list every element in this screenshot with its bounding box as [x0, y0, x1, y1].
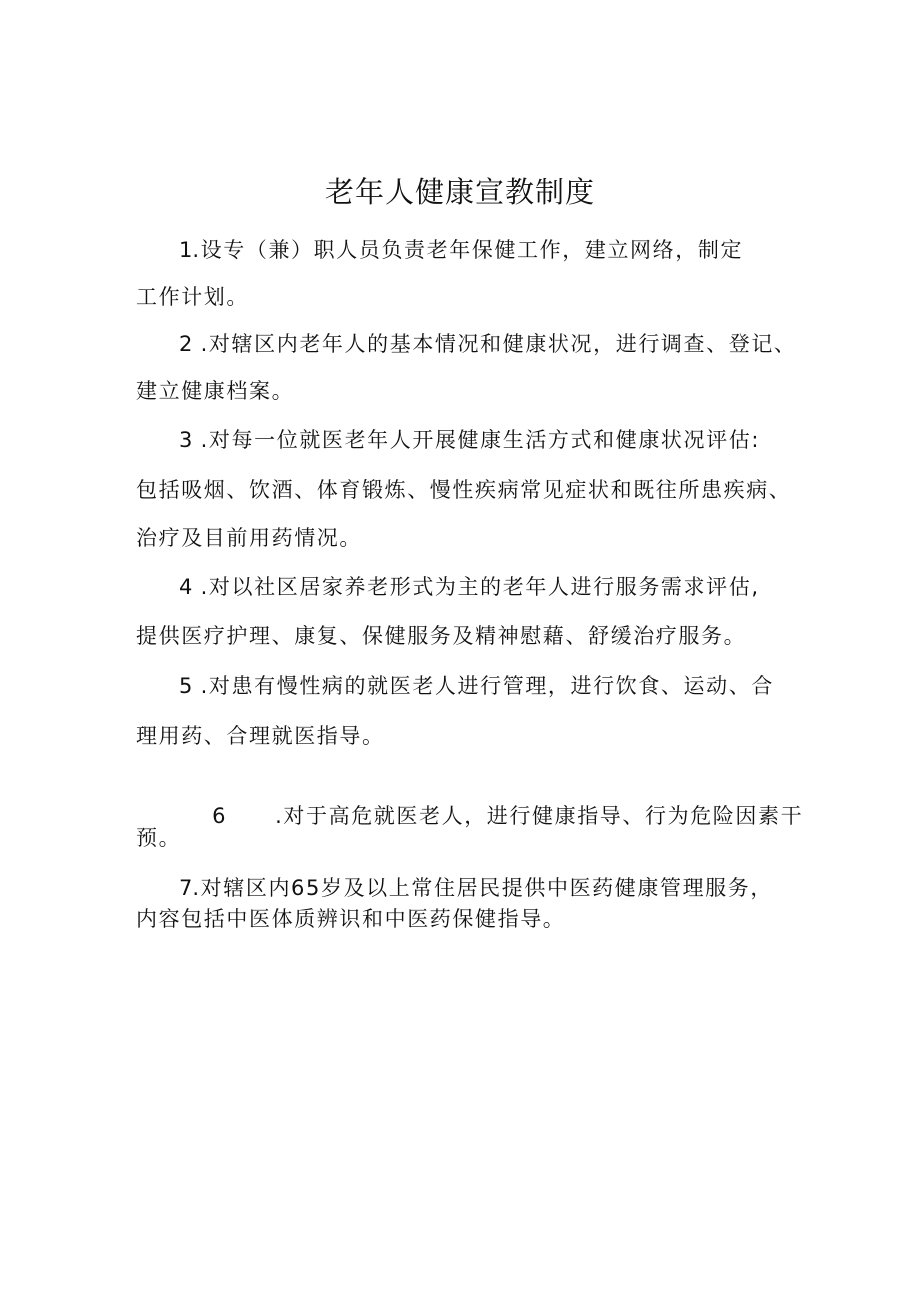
- item-3-line-1: [179, 424, 760, 456]
- item-number: 6: [212, 804, 226, 828]
- item-text: .对患有慢性病的就医老人进行管理，进行饮食、运动、合: [192, 674, 774, 698]
- item-7-line-2: 内容包括中医体质辨识和中医药保健指导。: [136, 907, 566, 931]
- item-4-line-1: [179, 571, 760, 603]
- item-1-line-2: 工作计划。: [136, 285, 249, 309]
- item-text: .设专（兼）职人员负责老年保健工作，建立网络，制定: [192, 238, 744, 262]
- item-6-line-2: 预。: [136, 826, 182, 850]
- item-number: 7: [179, 876, 193, 900]
- item-text: .对每一位就医老年人开展健康生活方式和健康状况评估:: [192, 428, 760, 452]
- item-number: 3: [179, 428, 193, 452]
- item-5-line-1: [179, 670, 774, 702]
- item-5-line-2: 理用药、合理就医指导。: [136, 724, 385, 748]
- item-number: 4: [179, 575, 193, 599]
- item-7-line-1: [179, 872, 773, 904]
- item-number: 2: [179, 332, 193, 356]
- item-text: .对以社区居家养老形式为主的老年人进行服务需求评估,: [192, 575, 760, 599]
- item-text: .对于高危就医老人，进行健康指导、行为危险因素干: [225, 804, 804, 828]
- item-text: .对辖区内65岁及以上常住居民提供中医药健康管理服务，: [192, 876, 773, 900]
- item-4-line-2: 提供医疗护理、康复、保健服务及精神慰藉、舒缓治疗服务。: [136, 624, 747, 648]
- item-number: 1: [179, 238, 193, 262]
- item-3-line-2: 包括吸烟、饮酒、体育锻炼、慢性疾病常见症状和既往所患疾病、: [136, 478, 792, 502]
- item-text: .对辖区内老年人的基本情况和健康状况，进行调查、登记、: [192, 332, 797, 356]
- document-title: 老年人健康宣教制度: [324, 175, 595, 209]
- item-2-line-2: 建立健康档案。: [136, 379, 295, 403]
- item-6-line-1: [179, 768, 803, 864]
- item-1-line-1: [179, 234, 743, 266]
- item-3-line-3: 治疗及目前用药情况。: [136, 526, 362, 550]
- item-number: 5: [179, 674, 193, 698]
- item-2-line-1: [179, 328, 797, 360]
